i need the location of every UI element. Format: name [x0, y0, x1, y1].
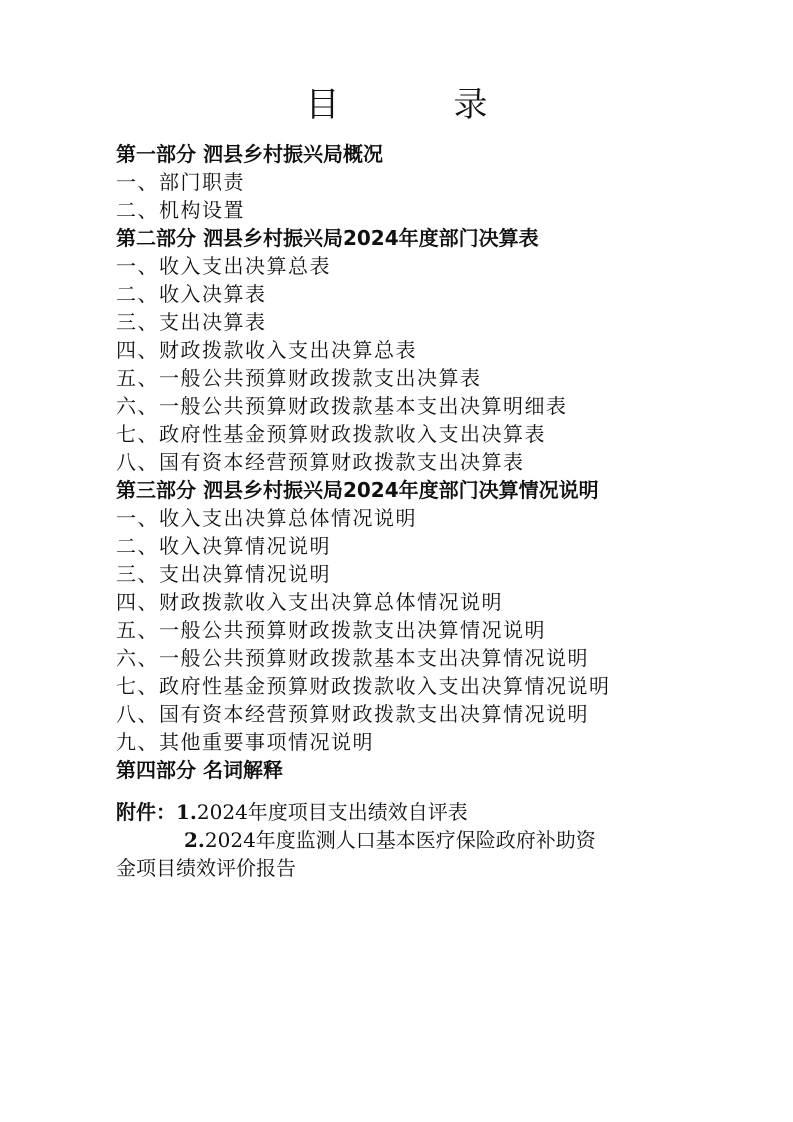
- attachment-1-number: 1.: [176, 800, 197, 824]
- toc-item: 八、国有资本经营预算财政拨款支出决算表: [116, 450, 525, 474]
- part2-heading: 第二部分 泗县乡村振兴局2024年度部门决算表: [116, 226, 539, 250]
- toc-item: 一、收入支出决算总表: [116, 254, 331, 278]
- toc-item: 六、一般公共预算财政拨款基本支出决算情况说明: [116, 646, 589, 670]
- toc-item: 一、部门职责: [116, 170, 245, 194]
- part4-heading: 第四部分 名词解释: [116, 758, 283, 782]
- toc-item: 七、政府性基金预算财政拨款收入支出决算表: [116, 422, 546, 446]
- attachments: [116, 798, 716, 882]
- toc-item: 六、一般公共预算财政拨款基本支出决算明细表: [116, 394, 568, 418]
- toc-item: 五、一般公共预算财政拨款支出决算情况说明: [116, 618, 546, 642]
- toc-item: 八、国有资本经营预算财政拨款支出决算情况说明: [116, 702, 589, 726]
- attachment-label: 附件：: [116, 800, 176, 824]
- attachment-2: [116, 826, 716, 854]
- toc-item: 九、其他重要事项情况说明: [116, 730, 374, 754]
- part1-heading: 第一部分 泗县乡村振兴局概况: [116, 142, 383, 166]
- toc-item: 五、一般公共预算财政拨款支出决算表: [116, 366, 482, 390]
- attachment-2-continuation: 金项目绩效评价报告: [116, 856, 296, 880]
- attachment-2-number: 2.: [184, 828, 205, 852]
- toc-item: 三、支出决算情况说明: [116, 562, 331, 586]
- toc-item: 二、收入决算表: [116, 282, 267, 306]
- table-of-contents: [116, 140, 716, 882]
- page-title: 目 录: [305, 85, 528, 125]
- toc-item: 四、财政拨款收入支出决算总表: [116, 338, 417, 362]
- toc-item: 四、财政拨款收入支出决算总体情况说明: [116, 590, 503, 614]
- attachment-1: [116, 798, 716, 826]
- toc-item: 一、收入支出决算总体情况说明: [116, 506, 417, 530]
- toc-item: 二、机构设置: [116, 198, 245, 222]
- part3-heading: 第三部分 泗县乡村振兴局2024年度部门决算情况说明: [116, 478, 599, 502]
- toc-item: 七、政府性基金预算财政拨款收入支出决算情况说明: [116, 674, 611, 698]
- toc-item: 三、支出决算表: [116, 310, 267, 334]
- attachment-2-text: 2024年度监测人口基本医疗保险政府补助资: [204, 828, 596, 852]
- attachment-1-text: 2024年度项目支出绩效自评表: [196, 800, 468, 824]
- toc-item: 二、收入决算情况说明: [116, 534, 331, 558]
